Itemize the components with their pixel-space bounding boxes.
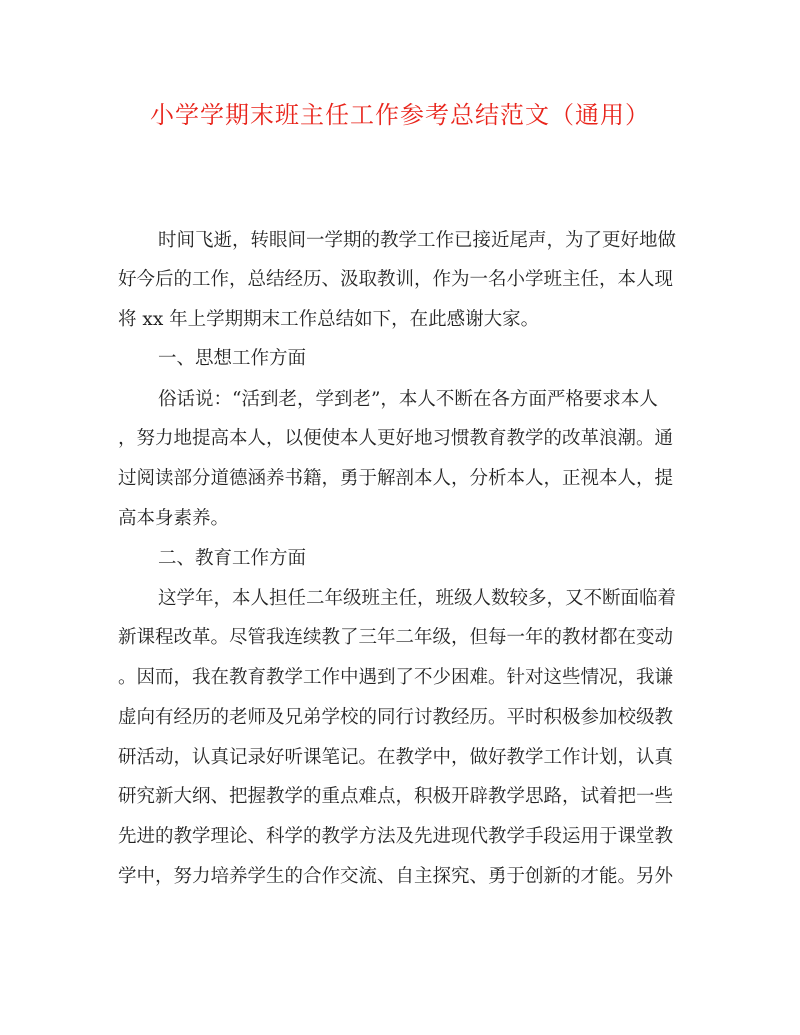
section-heading: 一、思想工作方面 (158, 348, 307, 369)
paragraph-line: 这学年，本人担任二年级班主任，班级人数较多，又不断面临着 (158, 588, 677, 609)
paragraph-line: 过阅读部分道德涵养书籍，勇于解剖本人，分析本人，正视本人，提 (118, 468, 674, 489)
paragraph-line: 将 xx 年上学期期末工作总结如下，在此感谢大家。 (118, 309, 540, 330)
paragraph-line: 虚向有经历的老师及兄弟学校的同行讨教经历。平时积极参加校级教 (118, 707, 674, 728)
paragraph-line: 好今后的工作，总结经历、汲取教训，作为一名小学班主任，本人现 (118, 269, 674, 290)
paragraph-line: 学中，努力培养学生的合作交流、自主探究、勇于创新的才能。另外 (118, 866, 674, 887)
paragraph-line: 研究新大纲、把握教学的重点难点，积极开辟教学思路，试着把一些 (118, 786, 674, 807)
paragraph-line: 时间飞逝，转眼间一学期的教学工作已接近尾声，为了更好地做 (158, 230, 677, 251)
paragraph-line: ，努力地提高本人，以便使本人更好地习惯教育教学的改革浪潮。通 (118, 428, 674, 449)
paragraph-line: 高本身素养。 (118, 508, 230, 529)
document-title: 小学学期末班主任工作参考总结范文（通用） (150, 101, 650, 129)
paragraph-line: 俗话说：“活到老，学到老”，本人不断在各方面严格要求本人 (158, 389, 658, 410)
paragraph-line: 研活动，认真记录好听课笔记。在教学中，做好教学工作计划，认真 (118, 747, 674, 768)
section-heading: 二、教育工作方面 (158, 548, 307, 569)
paragraph-line: 先进的教学理论、科学的教学方法及先进现代教学手段运用于课堂教 (118, 826, 674, 847)
paragraph-line: 。因而，我在教育教学工作中遇到了不少困难。针对这些情况，我谦 (118, 667, 674, 688)
paragraph-line: 新课程改革。尽管我连续教了三年二年级，但每一年的教材都在变动 (118, 627, 674, 648)
